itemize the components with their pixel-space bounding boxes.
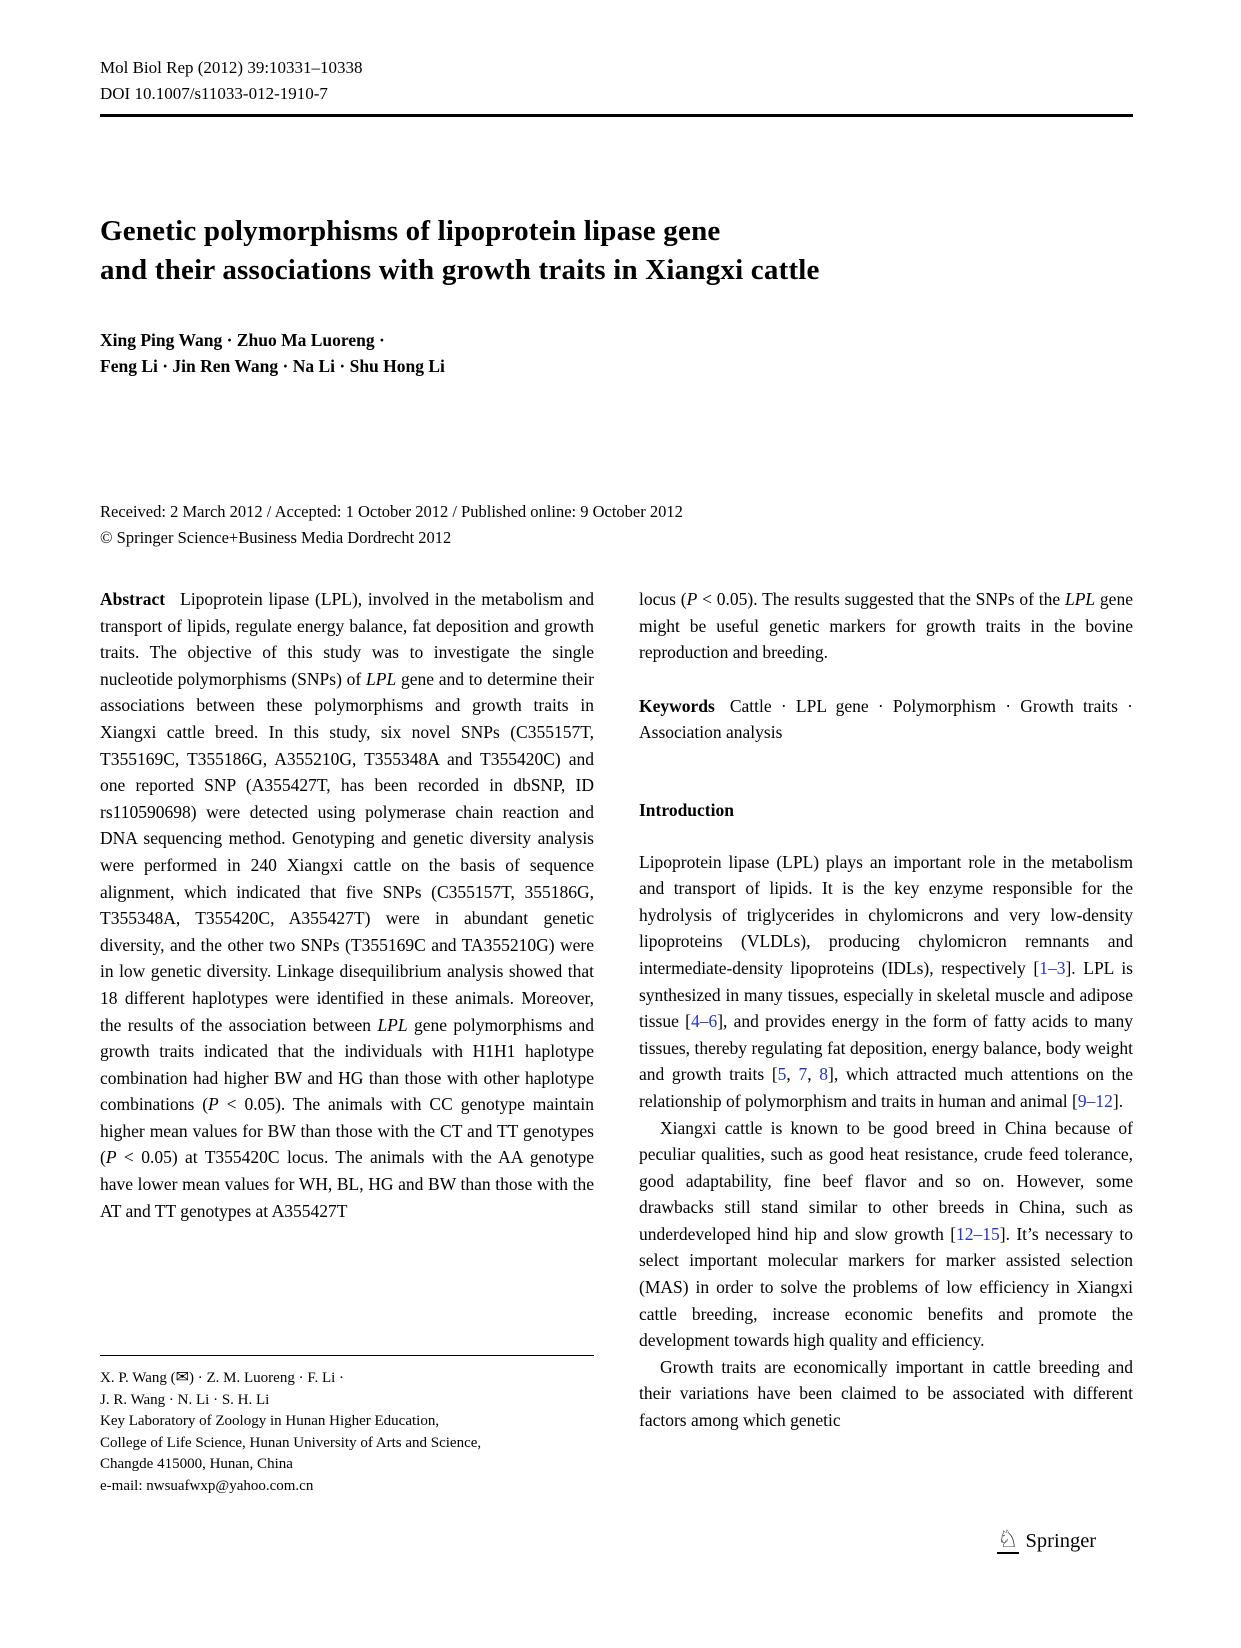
paper-title-line-1: Genetic polymorphisms of lipoprotein lipase gene (100, 215, 721, 247)
abstract-paragraph (100, 586, 594, 1224)
springer-knight-icon: ♘ (997, 1527, 1019, 1553)
footnote-line: Changde 415000, Hunan, China (100, 1456, 293, 1472)
text-segment: Xiangxi cattle is known to be good breed in China because of peculiar qualities, such as good heat resistance, crude feed tolerance, good adaptability, fine beef flavor and so on. However, some drawbacks still stand similar to other breeds in China, such as underdeveloped hind hip and slow growth [ (639, 1117, 1133, 1244)
publication-history (100, 499, 683, 551)
text-segment: Lipoprotein lipase (LPL) plays an important role in the metabolism and transport of lipids. It is the key enzyme responsible for the hydrolysis of triglycerides in chylomicrons and very low-density lipoproteins (VLDLs), producing chylomicron remnants and intermediate-density lipoproteins (IDLs), respectively [ (639, 851, 1133, 978)
abstract-label: Abstract (100, 589, 166, 609)
text-segment: P (686, 589, 698, 609)
left-column (100, 586, 594, 1224)
text-segment: LPL (366, 668, 397, 689)
abstract-text (100, 589, 594, 1221)
author-affiliation-footnote (100, 1355, 594, 1497)
text-segment: < 0.05). The results suggested that the SNPs of the (697, 589, 1065, 609)
text-segment: , (807, 1064, 820, 1085)
author-list-line-1: Xing Ping Wang · Zhuo Ma Luoreng · (100, 330, 385, 350)
text-segment: Lipoprotein lipase (LPL), involved in the metabolism and transport of lipids, regulate energy balance, fat deposition and growth traits. The objective of this study was to investigate the single nucleotide polymorphisms (SNPs) of (100, 589, 594, 689)
corresponding-author-icon: ✉ (175, 1369, 190, 1386)
citation-link[interactable]: 9–12 (1077, 1090, 1113, 1111)
citation-link[interactable]: 7 (798, 1064, 808, 1085)
citation-link[interactable]: 8 (819, 1064, 829, 1085)
text-segment: ], which attracted much attentions on the relationship of polymorphism and traits in human and animal [ (639, 1064, 1134, 1111)
springer-logo (997, 1528, 1096, 1554)
citation-link[interactable]: 12–15 (956, 1223, 1000, 1244)
journal-citation-line: Mol Biol Rep (2012) 39:10331–10338 (100, 58, 363, 77)
introduction-paragraph-2 (639, 1115, 1133, 1354)
footnote-email: e-mail: nwsuafwxp@yahoo.com.cn (100, 1477, 314, 1494)
received-accepted-line: Received: 2 March 2012 / Accepted: 1 October 2012 / Published online: 9 October 2012 (100, 502, 683, 521)
keywords-label: Keywords (639, 695, 715, 716)
text-segment: ]. (1112, 1090, 1124, 1111)
text-segment: P (105, 1147, 117, 1168)
text-segment: gene polymorphisms and growth traits indicated that the individuals with H1H1 haplotype combination had higher BW and HG than those with other haplotype combinations ( (100, 1014, 594, 1115)
author-list (100, 327, 445, 379)
footnote-line (100, 1367, 594, 1390)
paper-title-line-2: and their associations with growth traits in Xiangxi cattle (100, 254, 820, 286)
text-segment: locus ( (639, 589, 687, 609)
text-segment: ], and provides energy in the form of fatty acids to many tissues, thereby regulating fat deposition, energy balance, body weight and growth traits [ (639, 1011, 1133, 1085)
keywords-block (639, 693, 1133, 746)
text-segment: LPL (377, 1014, 408, 1035)
springer-wordmark: Springer (1025, 1530, 1097, 1552)
text-segment: X. P. Wang ( (100, 1370, 176, 1386)
footnote-line: College of Life Science, Hunan University of Arts and Science, (100, 1434, 482, 1451)
citation-link[interactable]: 1–3 (1039, 957, 1066, 978)
text-segment: LPL (1064, 589, 1096, 609)
text-segment: P (208, 1094, 219, 1115)
doi-line: DOI 10.1007/s11033-012-1910-7 (100, 84, 328, 103)
footnote-divider (100, 1355, 594, 1356)
author-list-line-2: Feng Li · Jin Ren Wang · Na Li · Shu Hong Li (100, 356, 445, 376)
section-heading-introduction: Introduction (639, 799, 734, 820)
introduction-paragraph-1 (639, 849, 1133, 1115)
text-segment: ]. It’s necessary to select important molecular markers for marker assisted selection (MAS) in order to solve the problems of low efficiency in Xiangxi cattle breeding, increase economic benefits and promote the development towards high quality and efficiency. (639, 1223, 1134, 1351)
keywords-text: Cattle · LPL gene · Polymorphism · Growth traits · Association analysis (639, 695, 1133, 743)
citation-link[interactable]: 4–6 (690, 1011, 718, 1032)
introduction-paragraph-3 (639, 1354, 1133, 1434)
citation-link[interactable]: 5 (777, 1064, 787, 1085)
text-segment: ) · Z. M. Luoreng · F. Li · (189, 1370, 345, 1386)
paper-title (100, 212, 820, 290)
abstract-continued-paragraph (639, 586, 1133, 666)
text-segment: gene might be useful genetic markers for growth traits in the bovine reproduction and breeding. (639, 589, 1133, 663)
text-segment: Growth traits are economically important in cattle breeding and their variations have been claimed to be associated with different factors among which genetic (639, 1356, 1133, 1431)
text-segment: , (786, 1064, 799, 1085)
copyright-line: © Springer Science+Business Media Dordrecht 2012 (100, 528, 452, 547)
footnote-line: Key Laboratory of Zoology in Hunan Higher Education, (100, 1413, 440, 1429)
text-segment: gene and to determine their associations between these polymorphisms and growth traits in Xiangxi cattle breed. In this study, six novel SNPs (C355157T, T355169C, T355186G, A355210G, T355348A and T355420C) and one reported SNP (A355427T, has been recorded in dbSNP, ID rs110590698) were detected using polymerase chain reaction and DNA sequencing method. Genotyping and genetic diversity analysis were performed in 240 Xiangxi cattle on the basis of sequence alignment, which indicated that five SNPs (C355157T, 355186G, T355348A, T355420C, A355427T) were in abundant genetic diversity, and the other two SNPs (T355169C and TA355210G) were in low genetic diversity. Linkage disequilibrium analysis showed that 18 different haplotypes were identified in these animals. Moreover, the results of the association between (100, 668, 594, 1035)
text-segment: < 0.05) at T355420C locus. The animals with the AA genotype have lower mean values for WH, BL, HG and BW than those with the AT and TT genotypes at A355427T (100, 1147, 594, 1221)
text-segment: ]. LPL is synthesized in many tissues, especially in skeletal muscle and adipose tissue [ (639, 957, 1133, 1032)
right-column (639, 586, 1133, 1434)
text-segment: < 0.05). The animals with CC genotype maintain higher mean values for BW than those with the CT and TT genotypes ( (100, 1094, 594, 1168)
footnote-line: J. R. Wang · N. Li · S. H. Li (100, 1391, 270, 1408)
header-divider (100, 114, 1133, 117)
journal-header (100, 55, 363, 107)
